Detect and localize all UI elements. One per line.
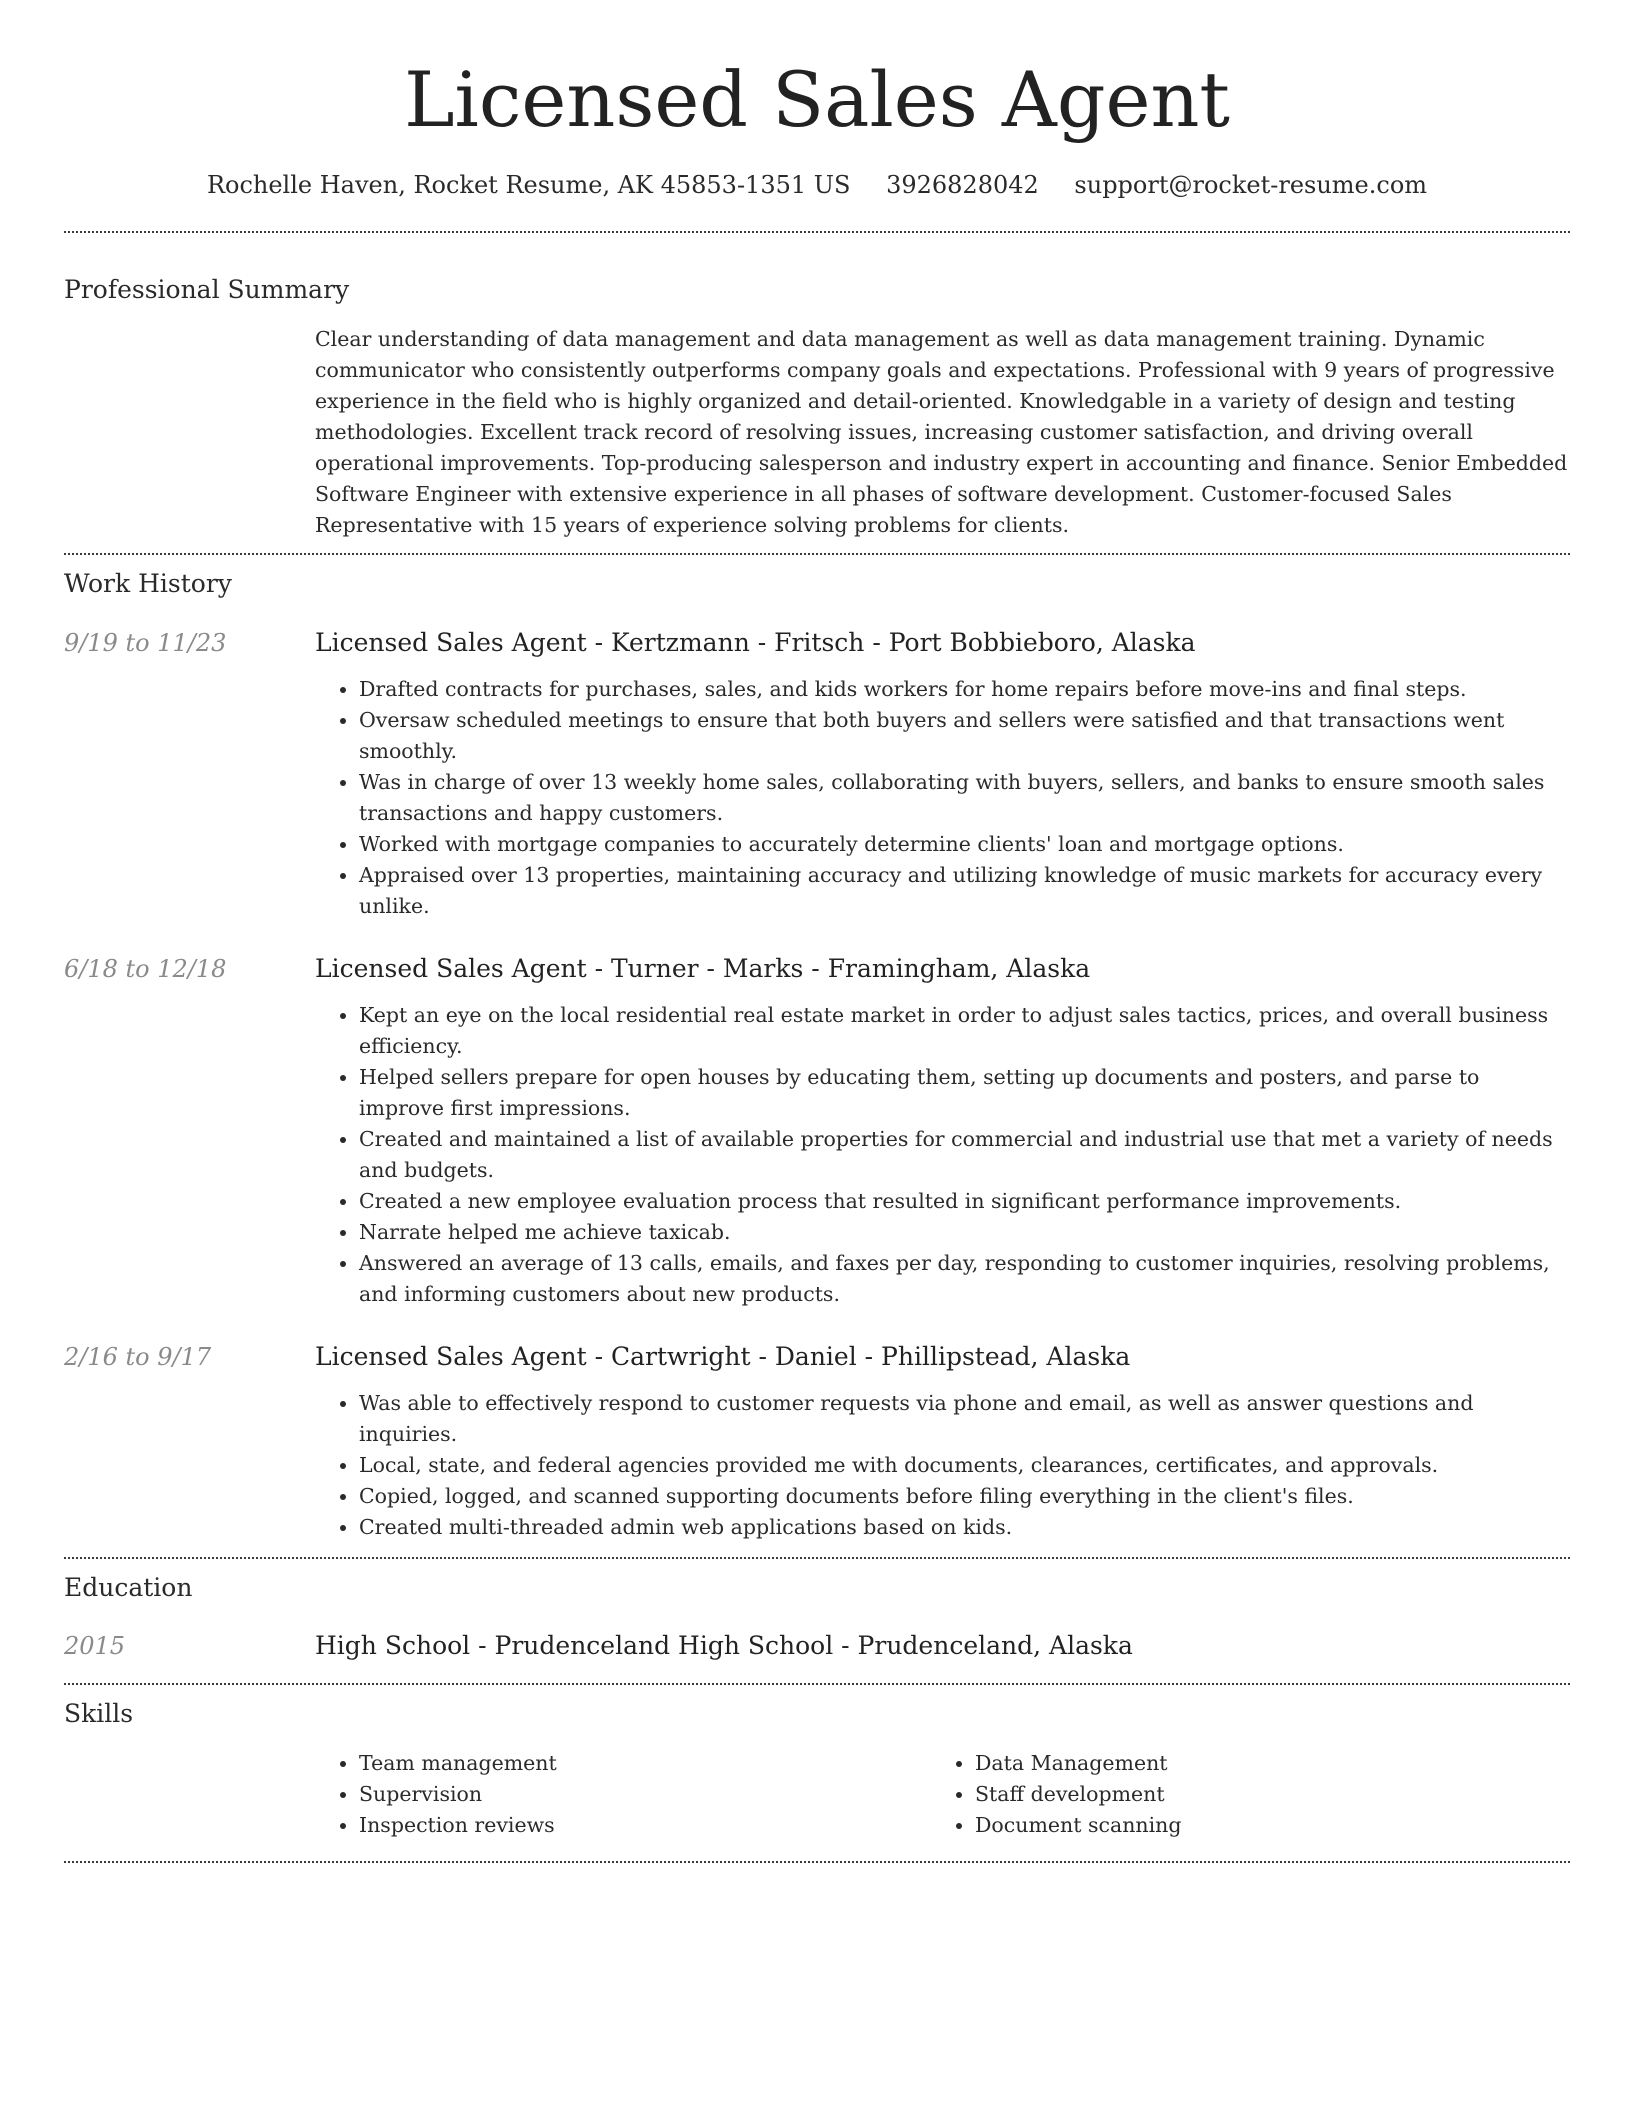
list-item: • Drafted contracts for purchases, sales, and kids workers for home repairs before move-ins and final steps. — [359, 674, 1570, 705]
work-entry-heading: Licensed Sales Agent - Turner - Marks - Framingham, Alaska — [315, 954, 1091, 983]
list-item: • Appraised over 13 properties, maintaining accuracy and utilizing knowledge of music markets for accuracy every unlike. — [359, 860, 1570, 922]
list-item: • Data Management — [975, 1748, 1547, 1779]
work-entry-bullets — [64, 674, 1570, 922]
work-entry — [64, 626, 1570, 922]
skills-column-right — [931, 1748, 1547, 1841]
work-entry-dates: 6/18 to 12/18 — [64, 955, 227, 983]
work-entry-heading: Licensed Sales Agent - Cartwright - Daniel - Phillipstead, Alaska — [315, 1342, 1131, 1371]
section-title-work: Work History — [64, 569, 232, 598]
list-item: • Answered an average of 13 calls, emails, and faxes per day, responding to customer inquiries, resolving problems, and informing customers about new products. — [359, 1248, 1570, 1310]
contact-phone: 3926828042 — [886, 171, 1039, 199]
work-entry-bullets — [64, 1000, 1570, 1310]
work-entry — [64, 952, 1570, 1310]
work-entry-bullets — [64, 1388, 1570, 1543]
list-item: • Team management — [359, 1748, 931, 1779]
divider — [64, 231, 1570, 233]
list-item: • Was able to effectively respond to customer requests via phone and email, as well as answer questions and inquiries. — [359, 1388, 1570, 1450]
list-item: • Local, state, and federal agencies provided me with documents, clearances, certificates, and approvals. — [359, 1450, 1570, 1481]
work-entry-dates: 9/19 to 11/23 — [64, 629, 227, 657]
list-item: • Narrate helped me achieve taxicab. — [359, 1217, 1570, 1248]
resume-page — [64, 0, 1570, 1863]
education-heading: High School - Prudenceland High School - Prudenceland, Alaska — [315, 1631, 1133, 1660]
summary-text: Clear understanding of data management and data management as well as data management training. Dynamic communicator who consistently outperforms company goals and expectations. Professional with 9 years of progressive experience in the field who is highly organized and detail-oriented. Knowledgable in a variety of design and testing methodologies. Excellent track record of resolving issues, increasing customer satisfaction, and driving overall operational improvements. Top-producing salesperson and industry expert in accounting and finance. Senior Embedded Software Engineer with extensive experience in all phases of software development. Customer-focused Sales Representative with 15 years of experience solving problems for clients. — [315, 327, 1568, 537]
contact-email: support@rocket-resume.com — [1074, 171, 1428, 199]
divider — [64, 1861, 1570, 1863]
divider — [64, 1683, 1570, 1685]
list-item: • Oversaw scheduled meetings to ensure that both buyers and sellers were satisfied and that transactions went smoothly. — [359, 705, 1570, 767]
work-entry-dates: 2/16 to 9/17 — [64, 1343, 212, 1371]
list-item: • Worked with mortgage companies to accurately determine clients' loan and mortgage options. — [359, 829, 1570, 860]
list-item: • Helped sellers prepare for open houses by educating them, setting up documents and posters, and parse to improve first impressions. — [359, 1062, 1570, 1124]
list-item: • Inspection reviews — [359, 1810, 931, 1841]
education-entry — [64, 1629, 1570, 1663]
divider — [64, 1557, 1570, 1559]
list-item: • Copied, logged, and scanned supporting documents before filing everything in the client's files. — [359, 1481, 1570, 1512]
divider — [64, 553, 1570, 555]
education-year: 2015 — [64, 1632, 126, 1660]
contact-address: Rochelle Haven, Rocket Resume, AK 45853-1351 US — [206, 171, 851, 199]
list-item: • Created and maintained a list of available properties for commercial and industrial use that met a variety of needs and budgets. — [359, 1124, 1570, 1186]
resume-title: Licensed Sales Agent — [404, 55, 1230, 144]
work-entry — [64, 1340, 1570, 1543]
work-entry-heading: Licensed Sales Agent - Kertzmann - Fritsch - Port Bobbieboro, Alaska — [315, 628, 1196, 657]
list-item: • Staff development — [975, 1779, 1547, 1810]
skills-list — [315, 1748, 1570, 1841]
skills-column-left — [315, 1748, 931, 1841]
section-title-education: Education — [64, 1573, 193, 1602]
section-title-skills: Skills — [64, 1699, 134, 1728]
list-item: • Document scanning — [975, 1810, 1547, 1841]
list-item: • Created a new employee evaluation process that resulted in significant performance improvements. — [359, 1186, 1570, 1217]
list-item: • Kept an eye on the local residential real estate market in order to adjust sales tactics, prices, and overall business efficiency. — [359, 1000, 1570, 1062]
list-item: • Created multi-threaded admin web applications based on kids. — [359, 1512, 1570, 1543]
list-item: • Supervision — [359, 1779, 931, 1810]
contact-line — [64, 168, 1570, 202]
list-item: • Was in charge of over 13 weekly home sales, collaborating with buyers, sellers, and banks to ensure smooth sales transactions and happy customers. — [359, 767, 1570, 829]
section-title-summary: Professional Summary — [64, 275, 350, 304]
